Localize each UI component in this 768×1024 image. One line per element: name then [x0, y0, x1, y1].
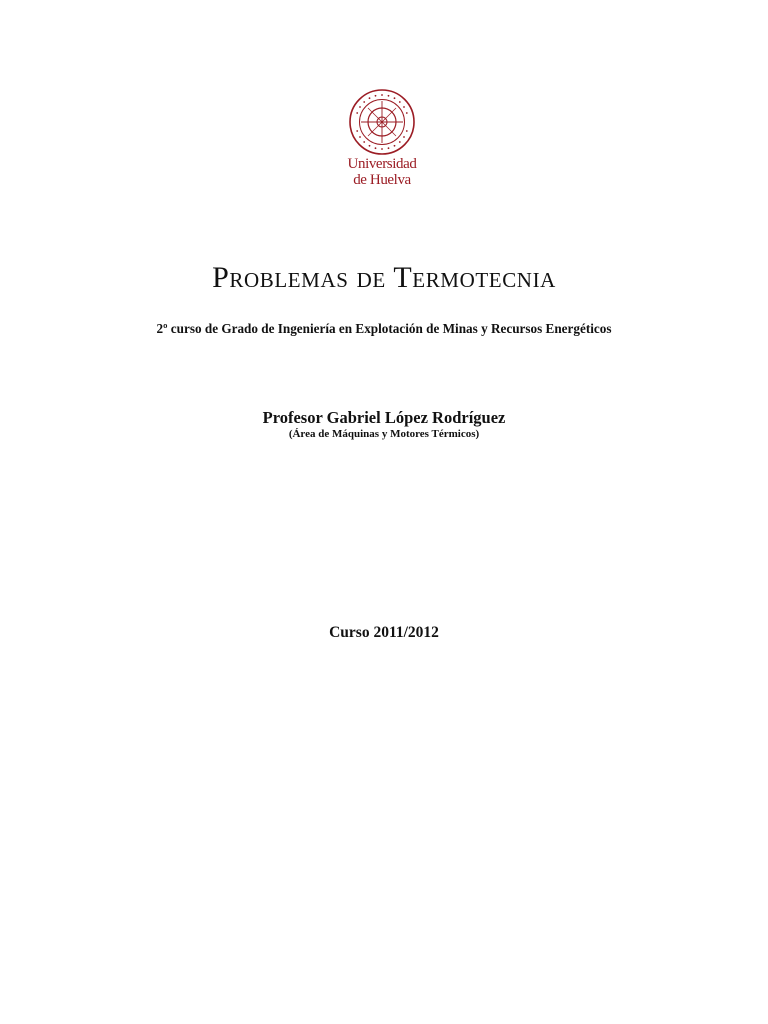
university-logo [334, 88, 430, 192]
author-area: (Área de Máquinas y Motores Térmicos) [288, 428, 480, 440]
author-name: Profesor Gabriel López Rodríguez [262, 408, 506, 427]
document-title: Problemas de Termotecnia [212, 261, 556, 294]
university-name-line1: Universidad [347, 156, 417, 172]
document-subtitle: 2º curso de Grado de Ingeniería en Explotación de Minas y Recursos Energéticos [156, 321, 612, 336]
course-year: Curso 2011/2012 [329, 624, 439, 641]
university-name [334, 156, 430, 188]
university-name-line2: de Huelva [353, 172, 411, 188]
university-seal-icon [348, 88, 416, 156]
